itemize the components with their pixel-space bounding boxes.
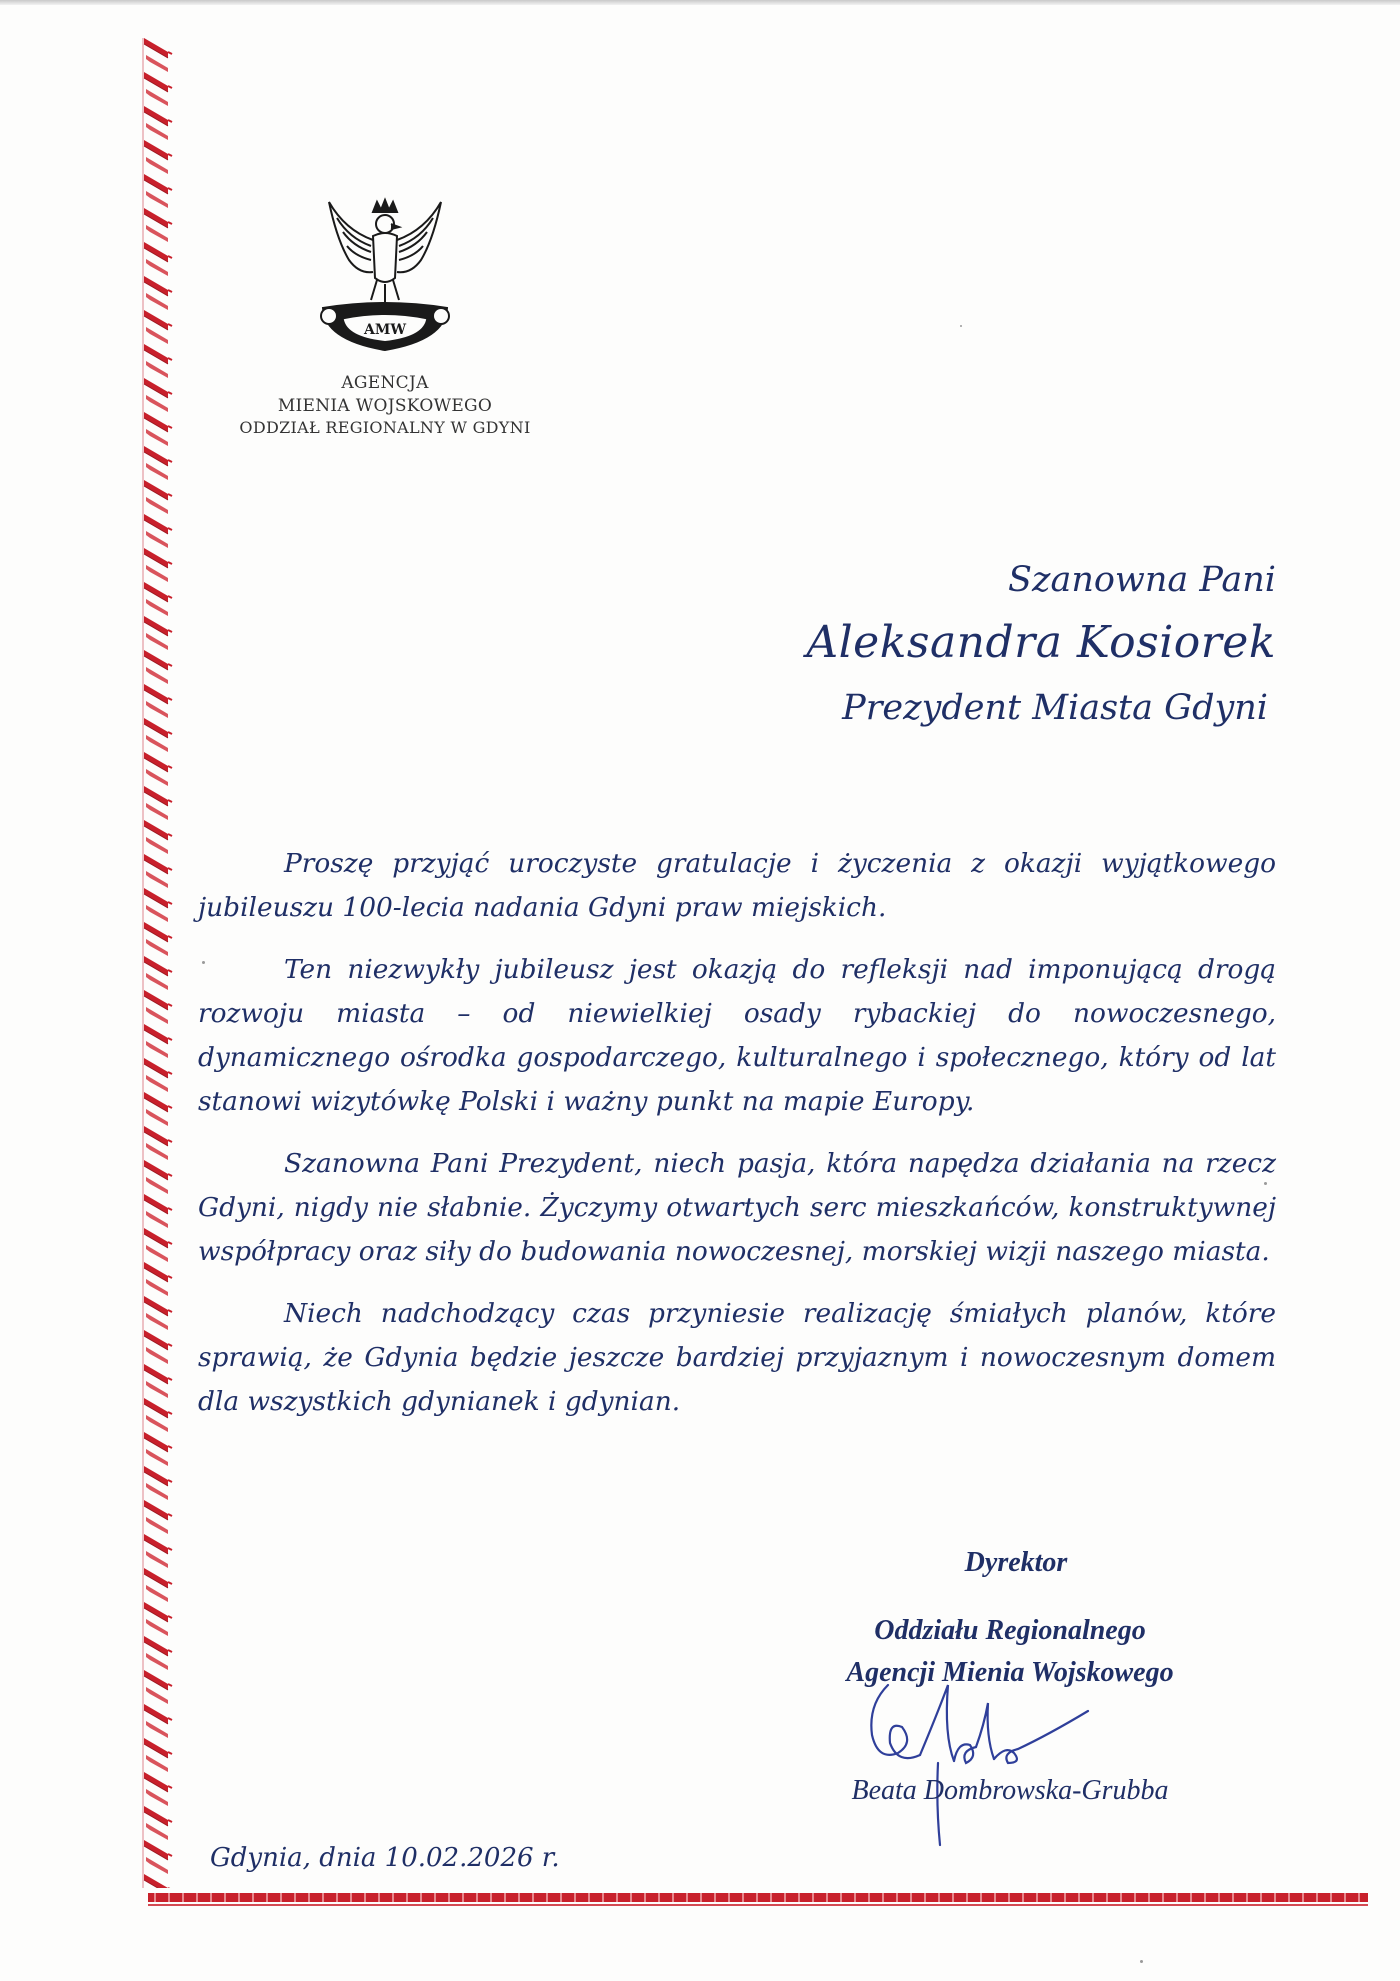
body-paragraph-2: Ten niezwykły jubileusz jest okazją do refleksji nad imponującą drogą rozwoju miasta – od niewielkiej osady rybackiej do nowoczesnego, dynamicznego ośrodka gospodarczego, kulturalnego i społecznego, który od lat stanowi wizytówkę Polski i ważny punkt na mapie Europy. [198, 954, 1276, 1117]
signatory-name: Beata Dombrowska-Grubba [851, 1775, 1169, 1806]
body-paragraph-3: Szanowna Pani Prezydent, niech pasja, która napędza działania na rzecz Gdyni, nigdy nie słabnie. Życzymy otwartych serc mieszkańców, konstruktywnej współpracy oraz siły do budowania nowoczesnej, morskiej wizji naszego miasta. [198, 1148, 1276, 1267]
body-paragraph-4: Niech nadchodzący czas przyniesie realizację śmiałych planów, które sprawią, że Gdynia będzie jeszcze bardziej przyjaznym i nowoczesnym domem dla wszystkich gdynianek i gdynian. [198, 1298, 1276, 1417]
recipient-title: Prezydent Miasta Gdyni [842, 688, 1268, 728]
scan-edge [0, 0, 1400, 5]
signatory-position: Dyrektor [964, 1547, 1068, 1578]
body-paragraph-1: Proszę przyjąć uroczyste gratulacje i życzenia z okazji wyjątkowego jubileuszu 100-lecia nadania Gdyni praw miejskich. [198, 848, 1276, 923]
scan-speck [1140, 1960, 1143, 1963]
scan-speck [202, 961, 205, 964]
agency-name-line-2: MIENIA WOJSKOWEGO [277, 396, 493, 416]
bottom-red-band [148, 1893, 1368, 1902]
recipient-salutation: Szanowna Pani [1008, 560, 1276, 600]
scan-speck [960, 325, 962, 327]
signatory-unit-line-2: Agencji Mienia Wojskowego [846, 1657, 1174, 1688]
agency-branch-line: ODDZIAŁ REGIONALNY W GDYNI [239, 418, 531, 437]
emblem-label: AMW [363, 322, 407, 338]
signatory-unit-line-1: Oddziału Regionalnego [874, 1615, 1146, 1646]
polish-military-eagle-icon [315, 190, 455, 360]
rope-border-icon [140, 38, 174, 1888]
bottom-red-line [148, 1904, 1368, 1906]
date-line: Gdynia, dnia 10.02.2026 r. [210, 1843, 560, 1873]
handwritten-signature-icon [858, 1665, 1118, 1850]
agency-name-line-1: AGENCJA [341, 373, 429, 393]
letter-body [198, 842, 1276, 1442]
recipient-name: Aleksandra Kosiorek [806, 617, 1276, 668]
scan-speck [1264, 1182, 1267, 1185]
